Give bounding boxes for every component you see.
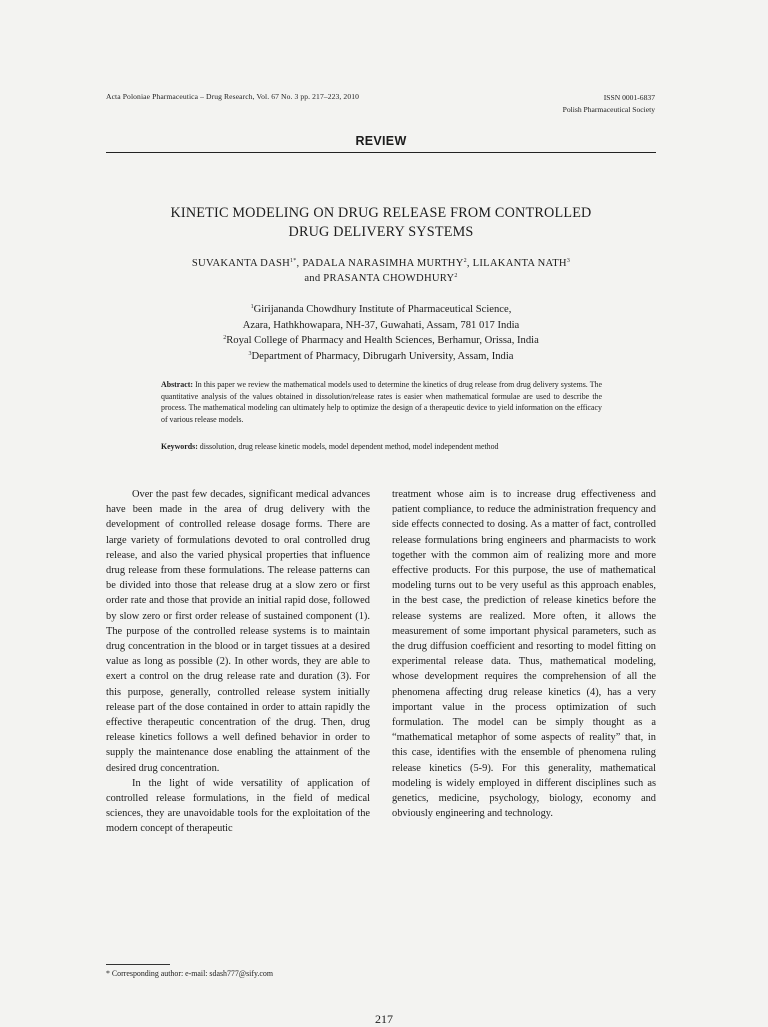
affiliations bbox=[106, 302, 656, 364]
authors-line-2: and PRASANTA CHOWDHURY$^2$ bbox=[304, 273, 458, 284]
page-number: 217 bbox=[375, 1012, 393, 1026]
section-label: REVIEW bbox=[355, 134, 407, 148]
author-sup: 1* bbox=[290, 258, 297, 264]
body-column-left bbox=[106, 487, 370, 837]
section-rule bbox=[106, 152, 656, 153]
abstract-text: In this paper we review the mathematical models used to determine the kinetics of drug release from drug delivery systems. The quantitative analysis of the values obtained in dissolution/release rates is easier when mathematical formulae are used to describe the process. The mathematical modeling can ultimately help to optimize the design of a therapeutic device to yield information on the efficacy of various release models. bbox=[161, 380, 602, 424]
author-name: PADALA NARASIMHA MURTHY bbox=[302, 258, 464, 269]
journal-citation: Acta Poloniae Pharmaceutica – Drug Research, Vol. 67 No. 3 pp. 217–223, 2010 bbox=[106, 92, 360, 101]
footnote: * Corresponding author: e-mail: sdash777@sify.com bbox=[106, 969, 273, 978]
author-name: LILAKANTA NATH bbox=[472, 258, 567, 269]
article-title bbox=[106, 204, 656, 242]
journal-issn-block bbox=[563, 92, 655, 115]
affiliation: $^1$Girijananda Chowdhury Institute of Pharmaceutical Science, bbox=[250, 304, 512, 315]
paragraph: treatment whose aim is to increase drug effectiveness and patient compliance, to reduce the administration frequency and side effects connected to dosing. As a matter of fact, controlled release formulations bring engineers and pharmacists to work together with the common aim of realizing more and more effective products. For this purpose, the use of mathematical modeling turns out to be very useful as this approach enables, in the best case, the prediction of release kinetics before the release systems are realized. More often, it allows the measurement of some important physical parameters, such as the drug diffusion coefficient and resorting to model fitting on experimental release data. Thus, mathematical modeling, whose development requires the comprehension of all the phenomena affecting drug release kinetics (4), has a very important value in the process optimization of such formulation. The model can be simply thought as a “mathematical metaphor of some aspects of reality” that, in this case, identifies with the ensemble of phenomena ruling release kinetics (5-9). For this generality, mathematical modeling is widely employed in different disciplines such as genetics, medicine, psychology, biology, economy and obviously engineering and technology. bbox=[392, 489, 656, 820]
abstract-label: Abstract: bbox=[161, 380, 193, 389]
author-name: PRASANTA CHOWDHURY bbox=[323, 273, 455, 284]
keywords bbox=[161, 441, 602, 453]
author-sup: 3 bbox=[566, 258, 571, 264]
title-line-2: DRUG DELIVERY SYSTEMS bbox=[288, 224, 474, 240]
affiliation: $^2$Royal College of Pharmacy and Health Sciences, Berhamur, Orissa, India bbox=[223, 335, 539, 347]
paragraph: Over the past few decades, significant medical advances have been made in the area of drug delivery with the development of controlled release dosage forms. There are large variety of formulations devoted to oral controlled drug release, and also the varied physical properties that influence drug release from these formulations. The release patterns can be divided into those that release drug at a slow zero or first order rate and those that provide an initial rapid dose, followed by slow zero or first order release of sustained component (1). The purpose of the controlled release systems is to maintain drug concentration in the blood or in target tissues at a desired value as long as possible (2). In other words, they are able to exert a control on the drug release rate and duration (3). For this purpose, generally, controlled release system initially release part of the dose contained in order to attain rapidly the effective therapeutic concentration of the drug. Then, drug release kinetics follows a well defined behavior in order to supply the maintenance dose enabling the attainment of the desired drug concentration. bbox=[106, 489, 370, 774]
title-line-1: KINETIC MODELING ON DRUG RELEASE FROM CONTROLLED bbox=[170, 205, 592, 221]
body-column-right bbox=[392, 487, 656, 821]
affiliation: $^3$Department of Pharmacy, Dibrugarh University, Assam, India bbox=[248, 350, 514, 362]
footnote-rule bbox=[106, 964, 170, 965]
author-name: SUVAKANTA DASH bbox=[191, 258, 291, 269]
affiliation: Azara, Hathkhowapara, NH-37, Guwahati, Assam, 781 017 India bbox=[242, 319, 520, 331]
author-sup: 2 bbox=[454, 273, 458, 279]
keywords-label: Keywords: bbox=[161, 442, 198, 451]
keywords-text: dissolution, drug release kinetic models, model dependent method, model independent method bbox=[197, 442, 499, 451]
paragraph: In the light of wide versatility of application of controlled release formulations, in the field of medical sciences, they are unavoidable tools for the exploitation of the modern concept of therapeutic bbox=[106, 777, 370, 835]
author-sup: 2 bbox=[463, 258, 467, 264]
abstract bbox=[161, 379, 602, 425]
author-list bbox=[106, 256, 656, 286]
authors-line-1: SUVAKANTA $DASH^{1*}$, PADALA NARASIMHA MURTHY$^2$, LILAKANTA NATH$^3$ bbox=[191, 258, 571, 269]
issn: ISSN 0001-6837 bbox=[603, 93, 655, 102]
society-name: Polish Pharmaceutical Society bbox=[562, 104, 655, 114]
